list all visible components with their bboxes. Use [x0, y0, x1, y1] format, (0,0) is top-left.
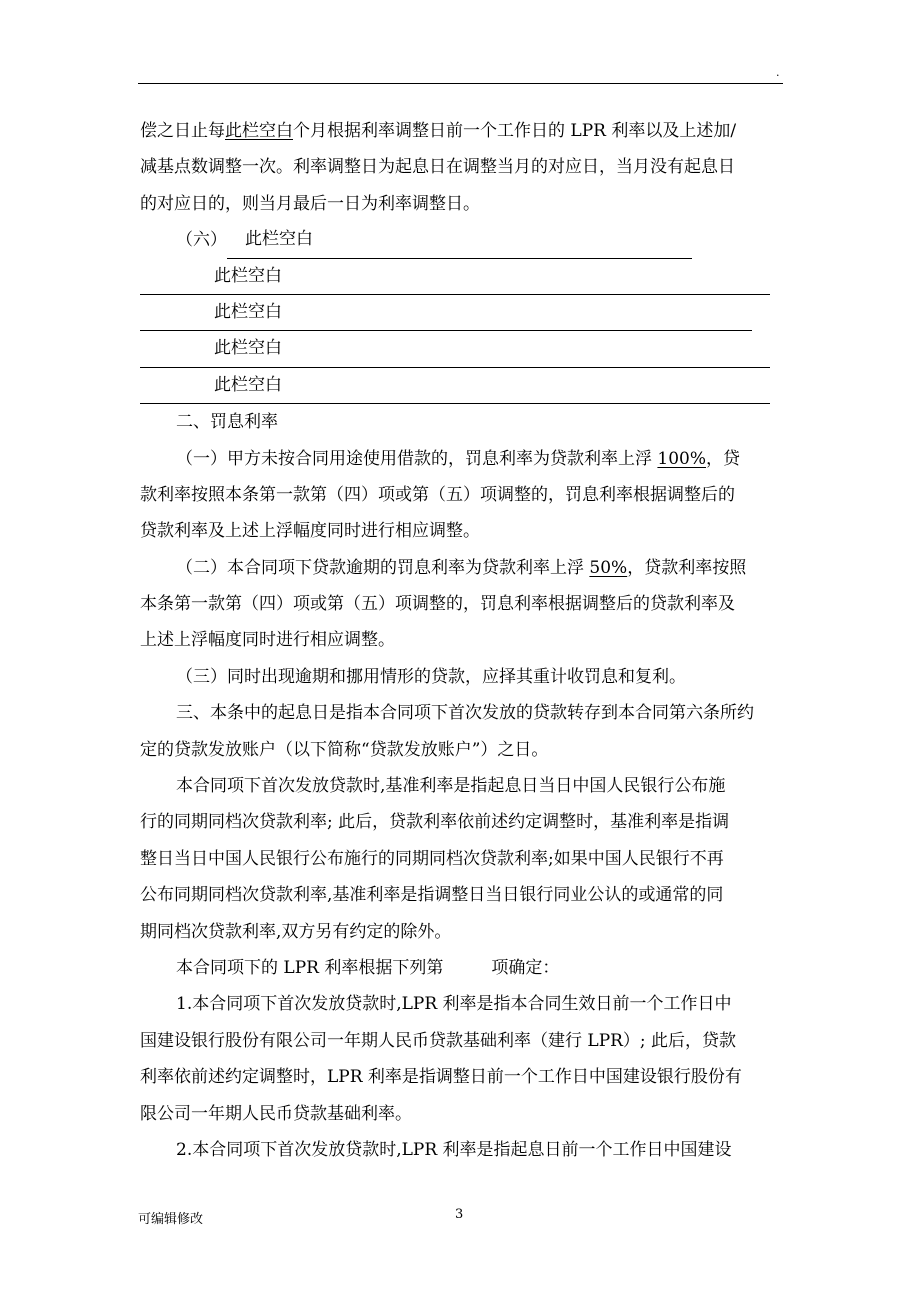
paragraph-line: 2.本合同项下首次发放贷款时,LPR 利率是指起息日前一个工作日中国建设 — [176, 1139, 732, 1160]
text-segment: 本合同项下的 LPR 利率根据下列第 — [176, 957, 444, 978]
paragraph-line: 减基点数调整一次。利率调整日为起息日在调整当月的对应日，当月没有起息日 — [140, 157, 735, 178]
text-segment: （二）本合同项下贷款逾期的罚息利率为贷款利率上浮 — [176, 557, 590, 578]
blank-line — [140, 259, 785, 295]
blank-text: 此栏空白 — [214, 301, 282, 322]
text-segment: （一）甲方未按合同用途使用借款的，罚息利率为贷款利率上浮 — [176, 448, 658, 469]
paragraph-line: 款利率按照本条第一款第（四）项或第（五）项调整的，罚息利率根据调整后的 — [140, 484, 735, 505]
header-dot: . — [776, 66, 780, 79]
paragraph-line: 1.本合同项下首次发放贷款时,LPR 利率是指本合同生效日前一个工作日中 — [176, 994, 732, 1015]
blank-line — [140, 295, 785, 331]
paragraph-line — [140, 441, 785, 477]
footer-note: 可编辑修改 — [138, 1212, 204, 1227]
blank-text: 此栏空白 — [245, 229, 313, 250]
blank-rule — [140, 330, 770, 367]
item-six-blank — [227, 221, 692, 258]
paragraph-line — [140, 950, 785, 986]
header-rule — [138, 83, 783, 84]
underlined-value: 50% — [589, 557, 628, 578]
blank-text: 此栏空白 — [214, 374, 282, 395]
text-segment: 项确定： — [491, 957, 560, 978]
paragraph-line — [140, 113, 785, 149]
paragraph-line: 利率依前述约定调整时，LPR 利率是指调整日前一个工作日中国建设银行股份有 — [140, 1067, 742, 1088]
paragraph-line: 上述上浮幅度同时进行相应调整。 — [140, 630, 395, 651]
paragraph-line: 行的同期同档次贷款利率; 此后，贷款利率依前述约定调整时，基准利率是指调 — [140, 812, 730, 833]
paragraph-line: 本条第一款第（四）项或第（五）项调整的，罚息利率根据调整后的贷款利率及 — [140, 594, 735, 615]
paragraph-line: 期同档次贷款利率,双方另有约定的除外。 — [140, 921, 452, 942]
paragraph-line: 公布同期同档次贷款利率,基准利率是指调整日当日银行同业公认的或通常的同 — [140, 885, 724, 906]
paragraph-line — [140, 550, 785, 586]
underlined-value: 100% — [657, 448, 707, 469]
section-heading: 二、罚息利率 — [176, 412, 278, 433]
underlined-blank: 此栏空白 — [225, 121, 293, 141]
paragraph-line: 三、本条中的起息日是指本合同项下首次发放的贷款转存到本合同第六条所约 — [176, 703, 754, 724]
blank-line — [140, 331, 785, 367]
item-six-label: （六） — [176, 230, 227, 251]
text-segment: ，贷 — [706, 448, 741, 469]
paragraph-line: 限公司一年期人民币贷款基础利率。 — [140, 1103, 412, 1124]
paragraph-line: 整日当日中国人民银行公布施行的同期同档次贷款利率;如果中国人民银行不再 — [140, 848, 724, 869]
document-body — [140, 113, 785, 1168]
paragraph-line: 国建设银行股份有限公司一年期人民币贷款基础利率（建行 LPR）; 此后，贷款 — [140, 1030, 737, 1051]
blank-text: 此栏空白 — [214, 265, 282, 286]
paragraph-line: 定的贷款发放账户（以下简称“贷款发放账户”）之日。 — [140, 739, 549, 760]
paragraph-line: 的对应日的，则当月最后一日为利率调整日。 — [140, 193, 480, 214]
blank-rule — [140, 294, 752, 331]
item-six-row — [140, 222, 785, 258]
blank-line — [140, 368, 785, 404]
paragraph-line: 贷款利率及上述上浮幅度同时进行相应调整。 — [140, 521, 480, 542]
paragraph-line: （三）同时出现逾期和挪用情形的贷款，应择其重计收罚息和复利。 — [176, 666, 686, 687]
blank-rule — [140, 258, 770, 295]
page-number: 3 — [455, 1207, 464, 1222]
blank-rule — [140, 367, 770, 404]
paragraph-line: 本合同项下首次发放贷款时,基准利率是指起息日当日中国人民银行公布施 — [176, 776, 726, 797]
blank-text: 此栏空白 — [214, 338, 282, 359]
text-segment: 偿之日止每 — [140, 121, 225, 141]
text-segment: ，贷款利率按照 — [627, 557, 747, 578]
text-segment: 个月根据利率调整日前一个工作日的 LPR 利率以及上述加/ — [293, 121, 737, 141]
